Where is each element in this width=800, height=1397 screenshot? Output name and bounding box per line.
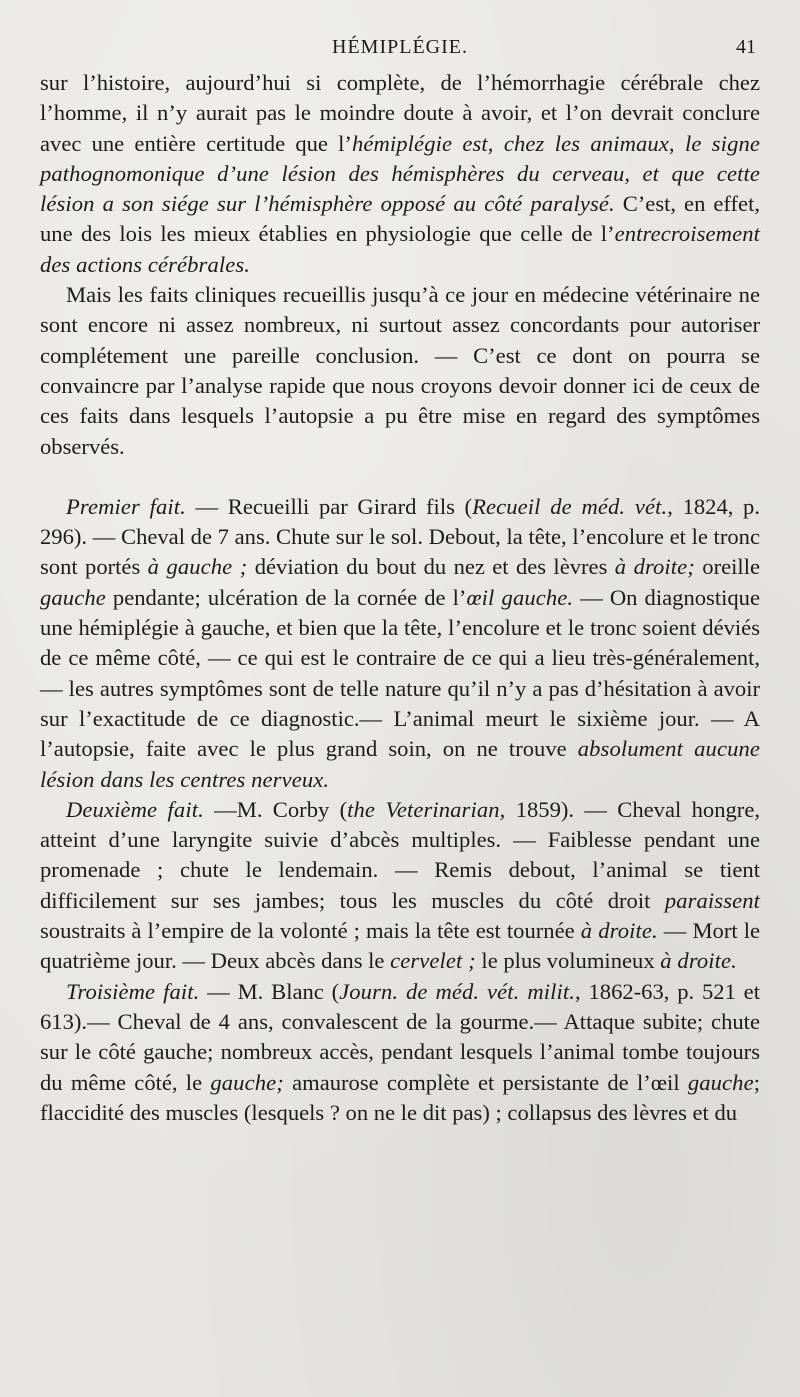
text-run: le plus volumineux (475, 948, 661, 974)
italic-run: the Veterinarian, (347, 796, 506, 822)
page-header (40, 28, 760, 68)
italic-run: Premier fait. (66, 493, 186, 519)
italic-run: à droite. (660, 948, 737, 974)
italic-run: cervelet ; (390, 948, 476, 974)
paragraph-troisieme-fait (40, 977, 760, 1128)
text-run: —M. Corby ( (203, 796, 348, 822)
italic-run: Troisième fait. (66, 978, 200, 1004)
italic-run: gauche (40, 584, 106, 610)
text-run: oreille (694, 554, 761, 580)
text-run: — On diagnostique une hémiplégie à gauche, et bien que la tête, l’encolure et le tronc soient déviés de ce même côté, — ce qui est le contraire de ce qui a lieu très-généralement, — les autres symptômes sont de telle nature qu’il n’y a pas d’hésitation à avoir sur l’exactitude de ce diagnostic.— L’animal meurt le sixième jour. — A l’autopsie, faite avec le plus grand soin, on ne trouve (40, 584, 761, 762)
paragraph-1 (40, 68, 760, 280)
text-run: , 1862-63, p. 521 et 613).— Cheval de 4 ans, convalescent de la gourme.— Attaque subite; chute sur le côté gauche; nombreux accès, pendant lesquels l’animal tombe toujours du même côté, le (40, 978, 760, 1095)
text-run: pendante; ulcération de la cornée de l’ (105, 584, 467, 610)
page-number: 41 (736, 36, 756, 58)
text-run: — Mort le quatrième jour. — Deux abcès dans le (40, 918, 761, 974)
text-run: C’est, en effet, une des lois les mieux établies en physiologie que celle de l’ (40, 191, 760, 247)
italic-run: hémiplégie est, chez les animaux, le signe pathognomonique d’une lésion des hémisphères du cerveau, et que cette lésion a son siége sur l’hémisphère opposé au côté paralysé. (40, 130, 760, 217)
italic-run: œil gauche. (466, 584, 574, 610)
italic-run: Deuxième fait. (66, 796, 204, 822)
text-run: soustraits à l’empire de la volonté ; mais la tête est tournée (40, 918, 581, 944)
text-run: ; flaccidité des muscles (lesquels ? on ne le dit pas) ; collapsus des lèvres et du (40, 1069, 760, 1125)
italic-run: gauche; (210, 1069, 284, 1095)
italic-run: absolument aucune lésion dans les centres nerveux. (40, 736, 760, 792)
text-run: — M. Blanc ( (199, 978, 340, 1004)
italic-run: Recueil de méd. vét. (472, 493, 668, 519)
text-run: sur l’histoire, aujourd’hui si complète, de l’hémorrhagie cérébrale chez l’homme, il n’y aurait pas le moindre doute à avoir, et l’on devrait conclure avec une entière certitude que l’ (40, 70, 760, 156)
text-run: déviation du bout du nez et des lèvres (247, 554, 615, 580)
italic-run: à gauche ; (147, 554, 248, 580)
text-run: amaurose complète et persistante de l’œil (283, 1069, 688, 1095)
italic-run: à droite. (580, 918, 658, 944)
italic-run: à droite; (614, 554, 695, 580)
text-run: Mais les faits cliniques recueillis jusqu’à ce jour en médecine vétérinaire ne sont encore ni assez nombreux, ni surtout assez concordants pour autoriser complétement une pareille conclusion. — C’est ce dont on pourra se convaincre par l’analyse rapide que nous croyons devoir donner ici de ceux de ces faits dans lesquels l’autopsie a pu être mise en regard des symptômes observés. (40, 282, 760, 459)
text-run: 1859). — Cheval hongre, atteint d’une laryngite suivie d’abcès multiples. — Faiblesse pendant une promenade ; chute le lendemain. — Remis debout, l’animal se tient difficilement sur ses jambes; tous les muscles du côté droit (40, 796, 760, 913)
italic-run: Journ. de méd. vét. milit. (339, 978, 576, 1004)
text-run: — Recueilli par Girard fils ( (185, 493, 473, 519)
paragraph-deuxieme-fait (40, 795, 760, 977)
text-run: , 1824, p. 296). — Cheval de 7 ans. Chute sur le sol. Debout, la tête, l’encolure et le tronc sont portés (40, 493, 760, 580)
paragraph-2 (40, 280, 760, 462)
italic-run: gauche (687, 1069, 754, 1095)
italic-run: paraissent (664, 887, 760, 913)
paragraph-premier-fait (40, 492, 760, 795)
italic-run: entrecroisement des actions cérébrales. (40, 221, 760, 277)
running-title: HÉMIPLÉGIE. (332, 36, 468, 58)
